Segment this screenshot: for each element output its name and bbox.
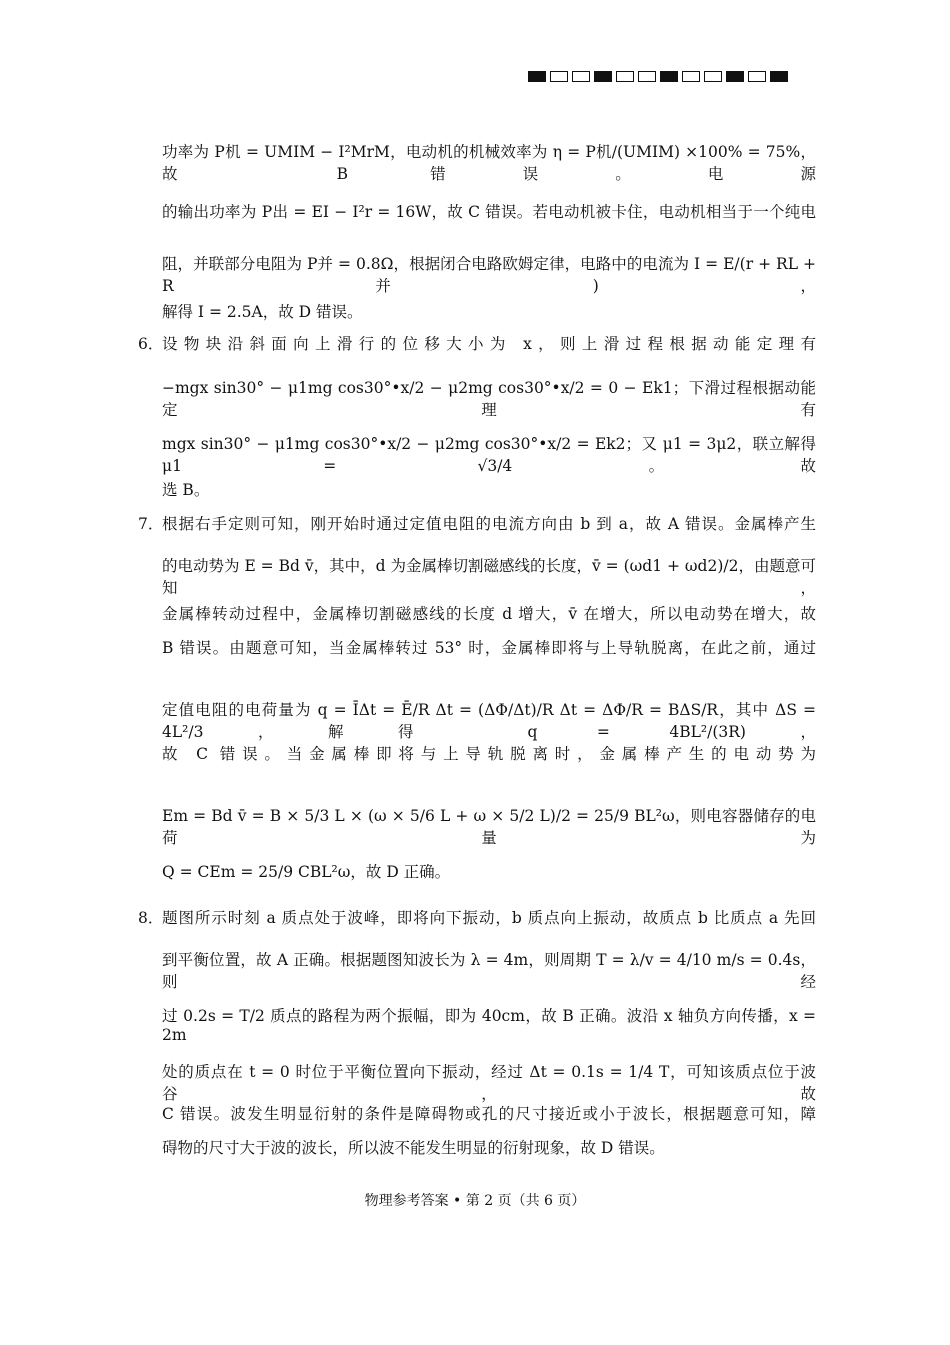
text-line xyxy=(138,376,816,420)
line-text: 故 C 错误。当金属棒即将与上导轨脱离时，金属棒产生的电动势为 xyxy=(162,745,816,763)
line-text: Em = Bd v̄ = B × 5/3 L × (ω × 5/6 L + ω × 5/2 L)/2 = 25/9 BL²ω，则电容器储存的电荷量为 xyxy=(162,807,816,847)
text-line xyxy=(138,698,816,742)
text-line xyxy=(138,252,816,296)
header-box xyxy=(704,71,722,82)
text-line xyxy=(138,1102,816,1124)
text-line xyxy=(138,906,816,928)
text-line xyxy=(138,948,816,992)
header-box xyxy=(748,71,766,82)
line-text: 题图所示时刻 a 质点处于波峰，即将向下振动，b 质点向上振动，故质点 b 比质点 a 先回 xyxy=(162,909,816,927)
text-line xyxy=(138,1060,816,1104)
line-text: 定值电阻的电荷量为 q = ĪΔt = Ē/R Δt = (ΔΦ/Δt)/R Δt = ΔΦ/R = BΔS/R，其中 ΔS = 4L²/3，解得 q = 4BL²/(3R)， xyxy=(162,701,816,741)
text-line xyxy=(138,432,816,476)
text-line xyxy=(138,200,816,222)
header-box xyxy=(660,71,678,82)
line-text: 碍物的尺寸大于波的波长，所以波不能发生明显的衍射现象，故 D 错误。 xyxy=(162,1139,665,1157)
header-box xyxy=(726,71,744,82)
text-line xyxy=(138,860,816,882)
question-number: 6． xyxy=(138,335,164,353)
header-box xyxy=(638,71,656,82)
header-box xyxy=(682,71,700,82)
question-number: 8． xyxy=(138,909,164,927)
line-text: 过 0.2s = T/2 质点的路程为两个振幅，即为 40cm，故 B 正确。波沿 x 轴负方向传播，x = 2m xyxy=(162,1007,816,1044)
line-text: 选 B。 xyxy=(162,481,210,499)
line-text: Q = CEm = 25/9 CBL²ω，故 D 正确。 xyxy=(162,863,451,881)
header-box xyxy=(616,71,634,82)
text-line xyxy=(138,554,816,598)
header-box xyxy=(528,71,546,82)
header-box xyxy=(572,71,590,82)
text-line xyxy=(138,742,816,764)
text-line xyxy=(138,1004,816,1044)
line-text: C 错误。波发生明显衍射的条件是障碍物或孔的尺寸接近或小于波长，根据题意可知，障 xyxy=(162,1105,816,1123)
text-line xyxy=(138,804,816,848)
line-text: 解得 I = 2.5A，故 D 错误。 xyxy=(162,303,363,321)
question-number: 7． xyxy=(138,515,164,533)
line-text: B 错误。由题意可知，当金属棒转过 53° 时，金属棒即将与上导轨脱离，在此之前，通过 xyxy=(162,639,816,657)
text-line xyxy=(138,512,816,534)
line-text: −mgx sin30° − μ1mg cos30°•x/2 − μ2mg cos30°•x/2 = 0 − Ek1；下滑过程根据动能定理有 xyxy=(162,379,816,419)
text-line xyxy=(138,602,816,624)
header-box xyxy=(594,71,612,82)
line-text: mgx sin30° − μ1mg cos30°•x/2 − μ2mg cos30°•x/2 = Ek2；又 μ1 = 3μ2，联立解得 μ1 = √3/4。故 xyxy=(162,435,816,475)
line-text: 金属棒转动过程中，金属棒切割磁感线的长度 d 增大，v̄ 在增大，所以电动势在增大，故 xyxy=(162,605,816,623)
line-text: 的电动势为 E = Bd v̄，其中，d 为金属棒切割磁感线的长度，v̄ = (ωd1 + ωd2)/2，由题意可知， xyxy=(162,557,816,597)
line-text: 处的质点在 t = 0 时位于平衡位置向下振动，经过 Δt = 0.1s = 1/4 T，可知该质点位于波谷，故 xyxy=(162,1063,816,1103)
text-line xyxy=(138,478,816,500)
line-text: 的输出功率为 P出 = EI − I²r = 16W，故 C 错误。若电动机被卡住，电动机相当于一个纯电 xyxy=(162,203,816,221)
line-text: 功率为 P机 = UMIM − I²MrM，电动机的机械效率为 η = P机/(UMIM) ×100% = 75%，故 B 错误。电源 xyxy=(162,143,816,183)
header-box xyxy=(770,71,788,82)
text-line xyxy=(138,1136,816,1158)
text-line xyxy=(138,332,816,354)
text-line xyxy=(138,636,816,658)
page-footer: 物理参考答案 • 第 2 页（共 6 页） xyxy=(364,1193,586,1209)
header-box xyxy=(550,71,568,82)
line-text: 根据右手定则可知，刚开始时通过定值电阻的电流方向由 b 到 a，故 A 错误。金属棒产生 xyxy=(162,515,816,533)
text-line xyxy=(138,300,816,322)
line-text: 阻，并联部分电阻为 P并 = 0.8Ω，根据闭合电路欧姆定律，电路中的电流为 I = E/(r + RL + R并)， xyxy=(162,255,816,295)
line-text: 到平衡位置，故 A 正确。根据题图知波长为 λ = 4m，则周期 T = λ/v = 4/10 m/s = 0.4s，则经 xyxy=(162,951,816,991)
header-box-strip xyxy=(528,71,788,82)
line-text: 设物块沿斜面向上滑行的位移大小为 x，则上滑过程根据动能定理有 xyxy=(162,335,816,353)
text-line xyxy=(138,140,816,184)
